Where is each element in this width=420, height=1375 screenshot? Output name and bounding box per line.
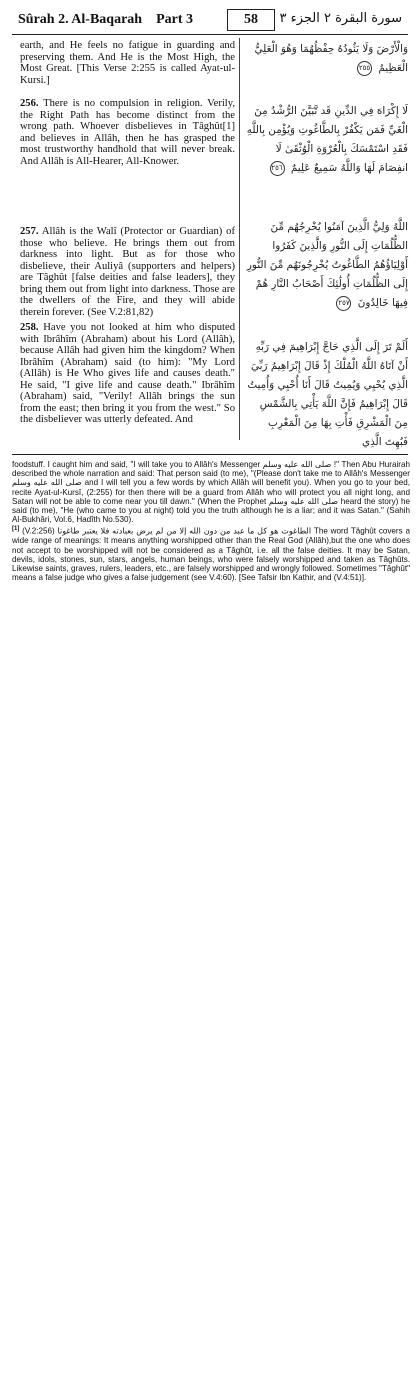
footnote-continuation: foodstuff. I caught him and said, "I will take you to Allâh's Messenger صلى الله عليه وسلم !" Then Abu Hurairah described the whole narration and said: That person said (to me), "(Please don't take me to Allâh's Messenger صلى الله عليه وسلم and I will tell you a few words by which Allâh will benefit you). When you go to your bed, recite Ayat-ul-Kursî, (2:255) for then there will be a guard from Allâh who will protect you all night long, and Satan will not be able to come near you till dawn." (When the Prophet صلى الله عليه وسلم heard the story) he said (to me), "He (who came to you at night) told you the truth although he is a liar; and it was Satan." (Sahih Al-Bukhâri, Vol.6, Hadîth No.530).: [12, 460, 410, 525]
verse-text: Allâh is the Walî (Protector or Guardian) of those who believe. He brings them out from darkness into light. But as for those who disbelieve, their Auliyâ (supporters and helpers) are Tâghût [false deities and false leaders], they bring them out from light into darkness. Those are the dwellers of the Fire, and they will abide therein forever. (See V.2:81,82): [20, 226, 235, 318]
verse-number: 256.: [20, 98, 39, 109]
arabic-text: أَلَمْ تَرَ إِلَى الَّذِي حَاجَّ إِبْرَاهِيمَ فِي رَبِّهِ أَنْ آتَاهُ اللَّهُ الْمُلْكَ إِذْ قَالَ إِبْرَاهِيمُ رَبِّيَ الَّذِي يُحْيِي وَيُمِيتُ قَالَ أَنَا أُحْيِي وَأُمِيتُ قَالَ إِبْرَاهِيمُ فَإِنَّ اللَّهَ يَأْتِي بِالشَّمْسِ مِنَ الْمَشْرِقِ فَأْتِ بِهَا مِنَ الْمَغْرِبِ فَبُهِتَ الَّذِي: [247, 341, 408, 448]
verse-257: [20, 226, 235, 318]
page-header: [12, 6, 408, 35]
column-divider: [239, 38, 240, 440]
verse-255-continuation: earth, and He feels no fatigue in guarding and preserving them. And He is the Most High, the Most Great. [This Verse 2:255 is called Ayat-ul-Kursi.]: [20, 40, 235, 86]
arabic-text: اللَّهُ وَلِيُّ الَّذِينَ آمَنُوا يُخْرِجُهُم مِّنَ الظُّلُمَاتِ إِلَى النُّورِ وَالَّذِينَ كَفَرُوا أَوْلِيَاؤُهُمُ الطَّاغُوتُ يُخْرِجُونَهُم مِّنَ النُّورِ إِلَى الظُّلُمَاتِ أُولَٰئِكَ أَصْحَابُ النَّارِ هُمْ فِيهَا خَالِدُونَ: [246, 221, 408, 309]
header-arabic: سورة البقرة ٢ الجزء ٣: [279, 11, 402, 26]
arabic-verse-258: [244, 338, 408, 452]
verse-number: 258.: [20, 322, 39, 333]
verse-258: [20, 322, 235, 426]
footnotes: [12, 460, 410, 583]
part-label: Part 3: [156, 12, 194, 27]
arabic-text: لَا إِكْرَاهَ فِي الدِّينِ قَد تَّبَيَّنَ الرُّشْدُ مِنَ الْغَيِّ فَمَن يَكْفُرْ بِالطَّاغُوتِ وَيُؤْمِن بِاللَّهِ فَقَدِ اسْتَمْسَكَ بِالْعُرْوَةِ الْوُثْقَىٰ لَا انفِصَامَ لَهَا وَاللَّهُ سَمِيعٌ عَلِيمٌ: [246, 105, 408, 174]
arabic-verse-257: [244, 218, 408, 313]
verse-number: 257.: [20, 226, 39, 237]
verse-end-marker: ٢٥٦: [270, 161, 285, 176]
verse-256: [20, 98, 235, 167]
arabic-verse-255-end: [244, 40, 408, 78]
footnote-text: (V.2:256) الطاغوت هو كل ما عبد من دون الله إلا من لم يرض بعبادته فلا يعتبر طاغوتا The word Tâghût covers a wide range of meanings: It means anything worshipped other than the Real God (Allâh),but the one who does not accept to be worshipped will not be considered as a Tâghût, i.e. all the false deities. It may be Satan, devils, idols, stones, sun, stars, angels, human beings, who were falsely worshipped and taken as Tâghûts. Likewise saints, graves, rulers, leaders, etc., are falsely worshipped and wrongly followed. Sometimes "Tâghût" means a false judge who gives a false judgement (see V.4:60). [See Tafsir Ibn Kathir, and (V.4:51)].: [12, 527, 410, 583]
arabic-verse-256: [244, 102, 408, 178]
footnote-1: [12, 525, 410, 582]
verse-end-marker: ٢٥٥: [357, 61, 372, 76]
verse-end-marker: ٢٥٧: [336, 296, 351, 311]
verse-text: Have you not looked at him who disputed with Ibrâhîm (Abraham) about his Lord (Allâh), because Allâh had given him the kingdom? When Ibrâhîm (Abraham) said (to him): "My Lord (Allâh) is He Who gives life and causes death." He said, "I give life and cause death." Ibrâhîm (Abraham) said, "Verily! Allâh brings the sun from the east; then bring it you from the west." So the disbeliever was utterly defeated. And: [20, 322, 235, 425]
footnote-separator: [12, 454, 408, 455]
surah-title: Sûrah 2. Al-Baqarah: [18, 12, 143, 27]
page-number: 58: [227, 9, 275, 31]
footnote-mark: [1]: [12, 526, 20, 533]
arabic-text: وَالْأَرْضَ وَلَا يَئُودُهُ حِفْظُهُمَا وَهُوَ الْعَلِيُّ الْعَظِيمُ: [254, 43, 408, 74]
header-surah-part: [18, 12, 193, 28]
verse-text: There is no compulsion in religion. Verily, the Right Path has become distinct from the wrong path. Whoever disbelieves in Tâghût[1] and believes in Allâh, then he has grasped the most trustworthy handhold that will never break. And Allâh is All-Hearer, All-Knower.: [20, 98, 235, 167]
